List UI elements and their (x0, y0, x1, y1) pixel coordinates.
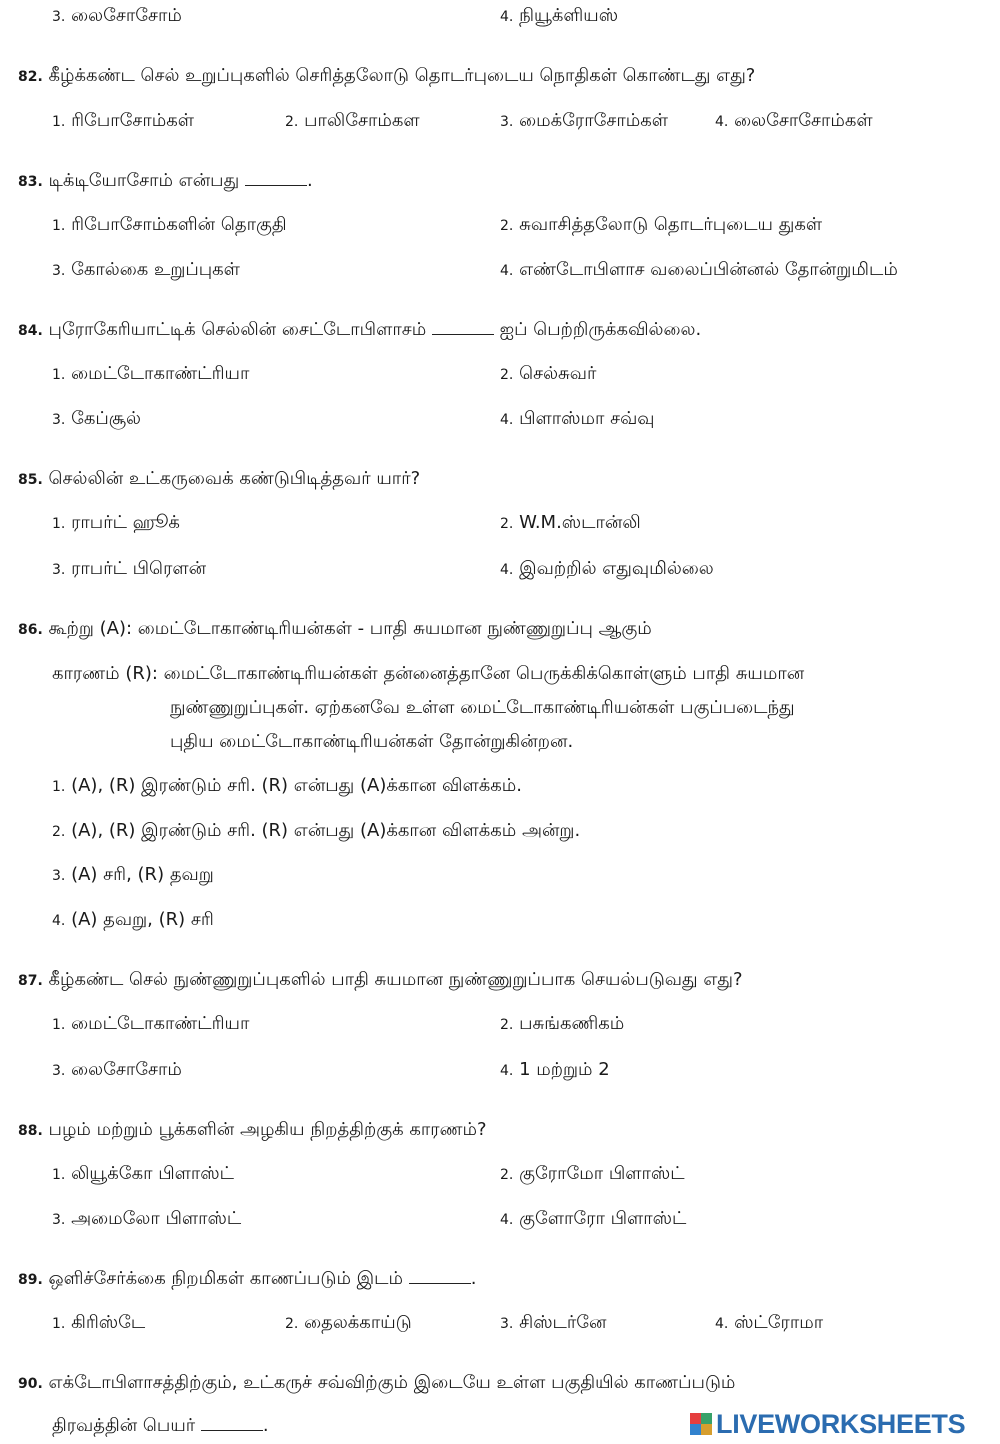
option-text: பிளாஸ்மா சவ்வு (519, 408, 655, 429)
option-text: அமைலோ பிளாஸ்ட் (71, 1208, 242, 1229)
question-text: கூற்று (A): மைட்டோகாண்டிரியன்கள் - பாதி சுயமான நுண்ணுறுப்பு ஆகும் (48, 618, 652, 639)
option-text: குரோமோ பிளாஸ்ட் (519, 1163, 685, 1184)
q84-option-1 (52, 362, 249, 387)
option-number: 3. (52, 412, 66, 428)
option-number: 1. (52, 779, 66, 795)
option-number: 2. (500, 1167, 514, 1183)
option-text: குளோரோ பிளாஸ்ட் (519, 1208, 687, 1229)
q88-option-2 (500, 1162, 685, 1187)
option-number: 3. (52, 562, 66, 578)
q88-option-3 (52, 1207, 241, 1232)
option-text: W.M.ஸ்டான்லி (519, 512, 641, 533)
q84-option-2 (500, 362, 596, 387)
option-text: கேப்சூல் (71, 408, 141, 429)
question-90 (18, 1371, 735, 1396)
option-number: 4. (500, 9, 514, 25)
q89-option-3 (500, 1311, 607, 1336)
option-number: 4. (500, 562, 514, 578)
q86-option-3 (52, 863, 214, 888)
question-text: திரவத்தின் பெயர் (52, 1415, 196, 1436)
option-number: 3. (52, 1212, 66, 1228)
q83-option-3 (52, 258, 240, 283)
question-87 (18, 968, 743, 993)
option-number: 3. (52, 868, 66, 884)
option-text: லைசோசோம்கள் (734, 110, 873, 131)
question-number: 86. (18, 622, 43, 638)
option-text: லியூக்கோ பிளாஸ்ட் (71, 1163, 234, 1184)
question-text: டிக்டியோசோம் என்பது (48, 170, 240, 191)
answer-blank[interactable] (432, 320, 494, 335)
option-text: கிரிஸ்டே (71, 1312, 146, 1333)
option-number: 2. (285, 114, 299, 130)
option-number: 4. (500, 1212, 514, 1228)
question-number: 89. (18, 1272, 43, 1288)
option-text: கோல்கை உறுப்புகள் (71, 259, 240, 280)
option-number: 3. (500, 1316, 514, 1332)
option-text: ரிபோசோம்கள் (71, 110, 195, 131)
question-83 (18, 169, 313, 194)
option-number: 4. (500, 412, 514, 428)
option-number: 1. (52, 1017, 66, 1033)
question-number: 84. (18, 323, 43, 339)
q89-option-2 (285, 1311, 412, 1336)
option-number: 2. (500, 367, 514, 383)
q83-option-2 (500, 213, 822, 238)
q86-option-4 (52, 908, 214, 933)
question-end: ஐப் பெற்றிருக்கவில்லை. (499, 319, 702, 340)
question-text: கீழ்க்கண்ட செல் உறுப்புகளில் செரித்தலோடு தொடர்புடைய நொதிகள் கொண்டது எது? (48, 65, 756, 86)
q87-option-1 (52, 1012, 249, 1037)
option-number: 1. (52, 114, 66, 130)
option-text: ராபர்ட் ஹூக் (71, 512, 180, 533)
option-text: நியூக்ளியஸ் (519, 5, 619, 26)
question-number: 85. (18, 472, 43, 488)
question-number: 90. (18, 1376, 43, 1392)
option-text: மைட்டோகாண்ட்ரியா (71, 363, 250, 384)
logo-squares-icon (690, 1413, 712, 1435)
question-85 (18, 467, 420, 492)
option-number: 2. (285, 1316, 299, 1332)
option-number: 3. (52, 1063, 66, 1079)
option-number: 1. (52, 1167, 66, 1183)
option-text: (A) சரி, (R) தவறு (71, 864, 214, 885)
answer-blank[interactable] (245, 171, 307, 186)
option-text: 1 மற்றும் 2 (519, 1059, 610, 1080)
q85-option-1 (52, 511, 180, 536)
question-end: . (262, 1415, 269, 1436)
option-text: (A), (R) இரண்டும் சரி. (R) என்பது (A)க்கான விளக்கம் அன்று. (71, 820, 581, 841)
question-text: கீழ்கண்ட செல் நுண்ணுறுப்புகளில் பாதி சுயமான நுண்ணுறுப்பாக செயல்படுவது எது? (48, 969, 743, 990)
q83-option-1 (52, 213, 287, 238)
option-text: சிஸ்டர்னே (519, 1312, 607, 1333)
q84-option-3 (52, 407, 141, 432)
q83-option-4 (500, 258, 898, 283)
question-88 (18, 1118, 487, 1143)
option-number: 1. (52, 516, 66, 532)
q89-option-4 (715, 1311, 823, 1336)
option-text: இவற்றில் எதுவுமில்லை (519, 558, 714, 579)
option-number: 4. (500, 263, 514, 279)
q88-option-1 (52, 1162, 234, 1187)
option-text: எண்டோபிளாச வலைப்பின்னல் தோன்றுமிடம் (519, 259, 898, 280)
option-text: மைக்ரோசோம்கள் (519, 110, 668, 131)
question-end: . (470, 1268, 477, 1289)
q82-option-2 (285, 109, 420, 134)
answer-blank[interactable] (409, 1269, 471, 1284)
question-90-line-2 (52, 1414, 269, 1438)
q86-option-2 (52, 819, 580, 844)
question-number: 88. (18, 1123, 43, 1139)
q89-option-1 (52, 1311, 145, 1336)
q85-option-3 (52, 557, 206, 582)
option-number: 2. (52, 824, 66, 840)
option-text: தைலக்காய்டு (304, 1312, 412, 1333)
question-86 (18, 617, 652, 642)
logo-text: LIVEWORKSHEETS (716, 1408, 966, 1439)
question-text: எக்டோபிளாசத்திற்கும், உட்கருச் சவ்விற்கும் இடையே உள்ள பகுதியில் காணப்படும் (48, 1372, 736, 1393)
option-number: 2. (500, 1017, 514, 1033)
question-number: 83. (18, 174, 43, 190)
q82-option-1 (52, 109, 194, 134)
option-text: ஸ்ட்ரோமா (734, 1312, 824, 1333)
option-text: பசுங்கணிகம் (519, 1013, 625, 1034)
prev-option-4 (500, 4, 618, 29)
option-number: 1. (52, 1316, 66, 1332)
question-number: 87. (18, 973, 43, 989)
option-text: ரிபோசோம்களின் தொகுதி (71, 214, 287, 235)
option-number: 4. (715, 1316, 729, 1332)
q86-reason-line-1: காரணம் (R): மைட்டோகாண்டிரியன்கள் தன்னைத்தானே பெருக்கிக்கொள்ளும் பாதி சுயமான (52, 663, 805, 684)
q87-option-4 (500, 1058, 610, 1083)
option-text: மைட்டோகாண்ட்ரியா (71, 1013, 250, 1034)
q87-option-3 (52, 1058, 182, 1083)
question-text: புரோகேரியாட்டிக் செல்லின் சைட்டோபிளாசம் (48, 319, 427, 340)
option-text: லைசோசோம் (71, 5, 182, 26)
option-number: 4. (52, 913, 66, 929)
option-number: 2. (500, 516, 514, 532)
q82-option-3 (500, 109, 668, 134)
q86-reason-line-3: புதிய மைட்டோகாண்டிரியன்கள் தோன்றுகின்றன. (170, 731, 574, 752)
option-text: பாலிசோம்கள (304, 110, 420, 131)
q88-option-4 (500, 1207, 686, 1232)
question-84 (18, 318, 701, 343)
q82-option-4 (715, 109, 873, 134)
option-number: 3. (52, 263, 66, 279)
option-number: 1. (52, 367, 66, 383)
option-number: 1. (52, 218, 66, 234)
option-text: (A), (R) இரண்டும் சரி. (R) என்பது (A)க்கான விளக்கம். (71, 775, 522, 796)
option-number: 2. (500, 218, 514, 234)
option-text: செல்சுவர் (519, 363, 597, 384)
option-text: சுவாசித்தலோடு தொடர்புடைய துகள் (519, 214, 823, 235)
q85-option-4 (500, 557, 714, 582)
answer-blank[interactable] (201, 1416, 263, 1431)
question-82 (18, 64, 755, 89)
option-number: 4. (500, 1063, 514, 1079)
q84-option-4 (500, 407, 655, 432)
question-number: 82. (18, 69, 43, 85)
q87-option-2 (500, 1012, 624, 1037)
question-89 (18, 1267, 476, 1292)
option-number: 4. (715, 114, 729, 130)
option-number: 3. (500, 114, 514, 130)
option-number: 3. (52, 9, 66, 25)
question-text: ஒளிச்சேர்க்கை நிறமிகள் காணப்படும் இடம் (48, 1268, 403, 1289)
option-text: (A) தவறு, (R) சரி (71, 909, 214, 930)
liveworksheets-logo (690, 1410, 965, 1438)
option-text: லைசோசோம் (71, 1059, 182, 1080)
option-text: ராபர்ட் பிரௌன் (71, 558, 207, 579)
q85-option-2 (500, 511, 641, 536)
q86-option-1 (52, 774, 522, 799)
question-end: . (306, 170, 313, 191)
question-text: பழம் மற்றும் பூக்களின் அழகிய நிறத்திற்குக் காரணம்? (48, 1119, 487, 1140)
q86-reason-line-2: நுண்ணுறுப்புகள். ஏற்கனவே உள்ள மைட்டோகாண்டிரியன்கள் பகுப்படைந்து (170, 697, 795, 718)
prev-option-3 (52, 4, 182, 29)
question-text: செல்லின் உட்கருவைக் கண்டுபிடித்தவர் யார்? (48, 468, 421, 489)
